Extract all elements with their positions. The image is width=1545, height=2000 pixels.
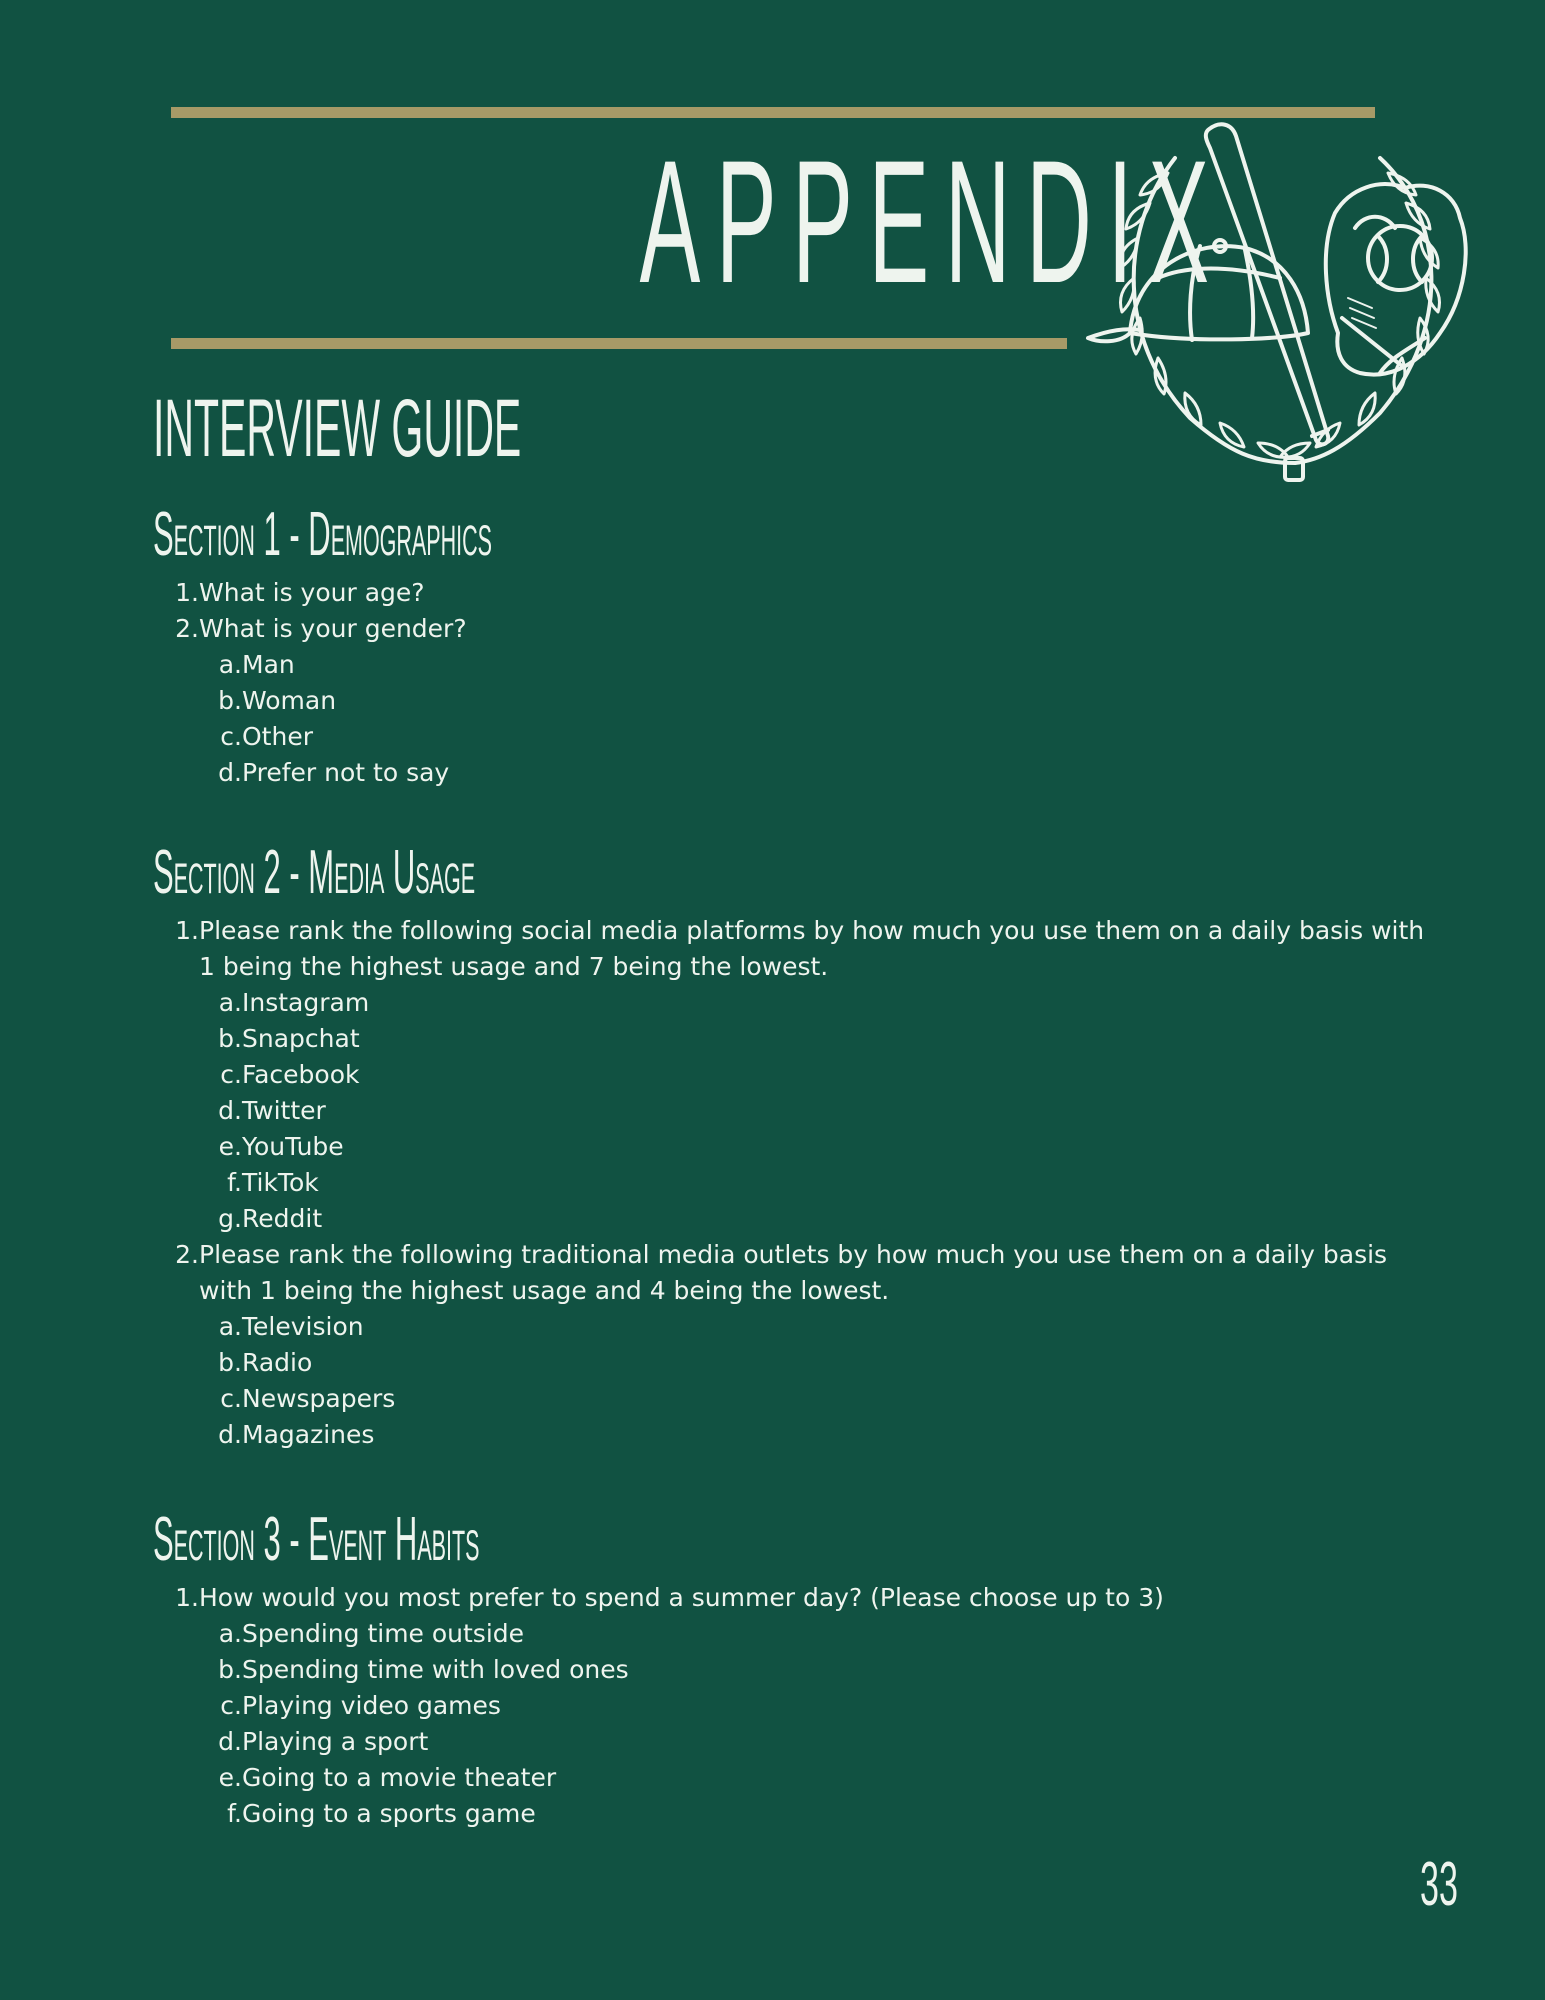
- option-item: [0, 985, 1545, 1021]
- option-letter: a.: [218, 988, 242, 1017]
- question-item: [0, 1580, 1545, 1616]
- option-text: YouTube: [242, 1132, 344, 1161]
- option-letter: e.: [218, 1132, 242, 1161]
- option-letter: b.: [218, 686, 242, 715]
- option-item: [0, 1760, 1545, 1796]
- option-text: Twitter: [242, 1096, 326, 1125]
- option-letter: c.: [220, 1691, 242, 1720]
- question-text: What is your gender?: [199, 614, 467, 643]
- question-item: [0, 611, 1545, 647]
- section-3-questions: [0, 1580, 1545, 1832]
- option-letter: g.: [218, 1204, 242, 1233]
- option-letter: b.: [218, 1024, 242, 1053]
- option-text: Facebook: [242, 1060, 360, 1089]
- question-text: Please rank the following social media platforms by how much you use them on a daily basis with 1 being the highest usage and 7 being the lowest.: [199, 916, 1425, 981]
- option-letter: e.: [218, 1763, 242, 1792]
- option-letter: a.: [218, 1312, 242, 1341]
- option-item: [0, 1724, 1545, 1760]
- option-text: Playing a sport: [242, 1727, 429, 1756]
- option-text: Instagram: [242, 988, 370, 1017]
- option-text: Man: [242, 650, 295, 679]
- option-item: [0, 1165, 1545, 1201]
- option-item: [0, 1417, 1545, 1453]
- question-number: 1.: [175, 578, 199, 607]
- option-letter: f.: [227, 1168, 242, 1197]
- option-item: [0, 647, 1545, 683]
- question-item: [0, 913, 1545, 985]
- option-text: Magazines: [242, 1420, 375, 1449]
- option-text: Going to a movie theater: [242, 1763, 557, 1792]
- question-number: 1.: [175, 1583, 199, 1612]
- option-item: [0, 1381, 1545, 1417]
- option-text: Snapchat: [242, 1024, 360, 1053]
- section-2-questions: [0, 913, 1545, 1453]
- question-text: What is your age?: [199, 578, 425, 607]
- option-letter: d.: [218, 1096, 242, 1125]
- option-item: [0, 1688, 1545, 1724]
- option-letter: d.: [218, 758, 242, 787]
- section-1-title: Section 1 - Demographics: [153, 500, 492, 569]
- option-letter: b.: [218, 1655, 242, 1684]
- question-text: How would you most prefer to spend a summer day? (Please choose up to 3): [199, 1583, 1164, 1612]
- option-item: [0, 683, 1545, 719]
- option-letter: f.: [227, 1799, 242, 1828]
- question-item: [0, 1237, 1545, 1309]
- option-text: Other: [242, 722, 313, 751]
- section-2-title: Section 2 - Media Usage: [153, 838, 476, 907]
- option-text: Television: [242, 1312, 364, 1341]
- option-text: TikTok: [242, 1168, 319, 1197]
- option-text: Spending time with loved ones: [242, 1655, 629, 1684]
- option-text: Playing video games: [242, 1691, 501, 1720]
- bottom-rule: [171, 338, 1067, 349]
- option-letter: c.: [220, 722, 242, 751]
- question-number: 2.: [175, 614, 199, 643]
- option-item: [0, 1796, 1545, 1832]
- option-letter: b.: [218, 1348, 242, 1377]
- option-item: [0, 1129, 1545, 1165]
- option-item: [0, 1201, 1545, 1237]
- option-letter: c.: [220, 1060, 242, 1089]
- option-letter: d.: [218, 1420, 242, 1449]
- top-rule: [171, 107, 1375, 118]
- option-letter: c.: [220, 1384, 242, 1413]
- option-item: [0, 1309, 1545, 1345]
- option-text: Woman: [242, 686, 337, 715]
- option-text: Spending time outside: [242, 1619, 525, 1648]
- option-text: Going to a sports game: [242, 1799, 536, 1828]
- option-item: [0, 1093, 1545, 1129]
- option-text: Radio: [242, 1348, 313, 1377]
- baseball-emblem-icon: [1080, 118, 1485, 498]
- option-item: [0, 1345, 1545, 1381]
- option-text: Prefer not to say: [242, 758, 450, 787]
- section-3-title: Section 3 - Event Habits: [153, 1505, 480, 1574]
- page-title: APPENDIX: [639, 125, 1225, 320]
- section-1-questions: [0, 575, 1545, 791]
- option-item: [0, 719, 1545, 755]
- question-text: Please rank the following traditional media outlets by how much you use them on a daily basis with 1 being the highest usage and 4 being the lowest.: [199, 1240, 1388, 1305]
- option-letter: d.: [218, 1727, 242, 1756]
- option-item: [0, 1021, 1545, 1057]
- page-number: 33: [1420, 1850, 1458, 1919]
- question-number: 2.: [175, 1240, 199, 1269]
- option-item: [0, 755, 1545, 791]
- option-item: [0, 1057, 1545, 1093]
- option-letter: a.: [218, 650, 242, 679]
- option-letter: a.: [218, 1619, 242, 1648]
- option-item: [0, 1652, 1545, 1688]
- question-item: [0, 575, 1545, 611]
- option-item: [0, 1616, 1545, 1652]
- interview-guide-title: INTERVIEW GUIDE: [153, 383, 522, 474]
- option-text: Reddit: [242, 1204, 323, 1233]
- option-text: Newspapers: [242, 1384, 396, 1413]
- question-number: 1.: [175, 916, 199, 945]
